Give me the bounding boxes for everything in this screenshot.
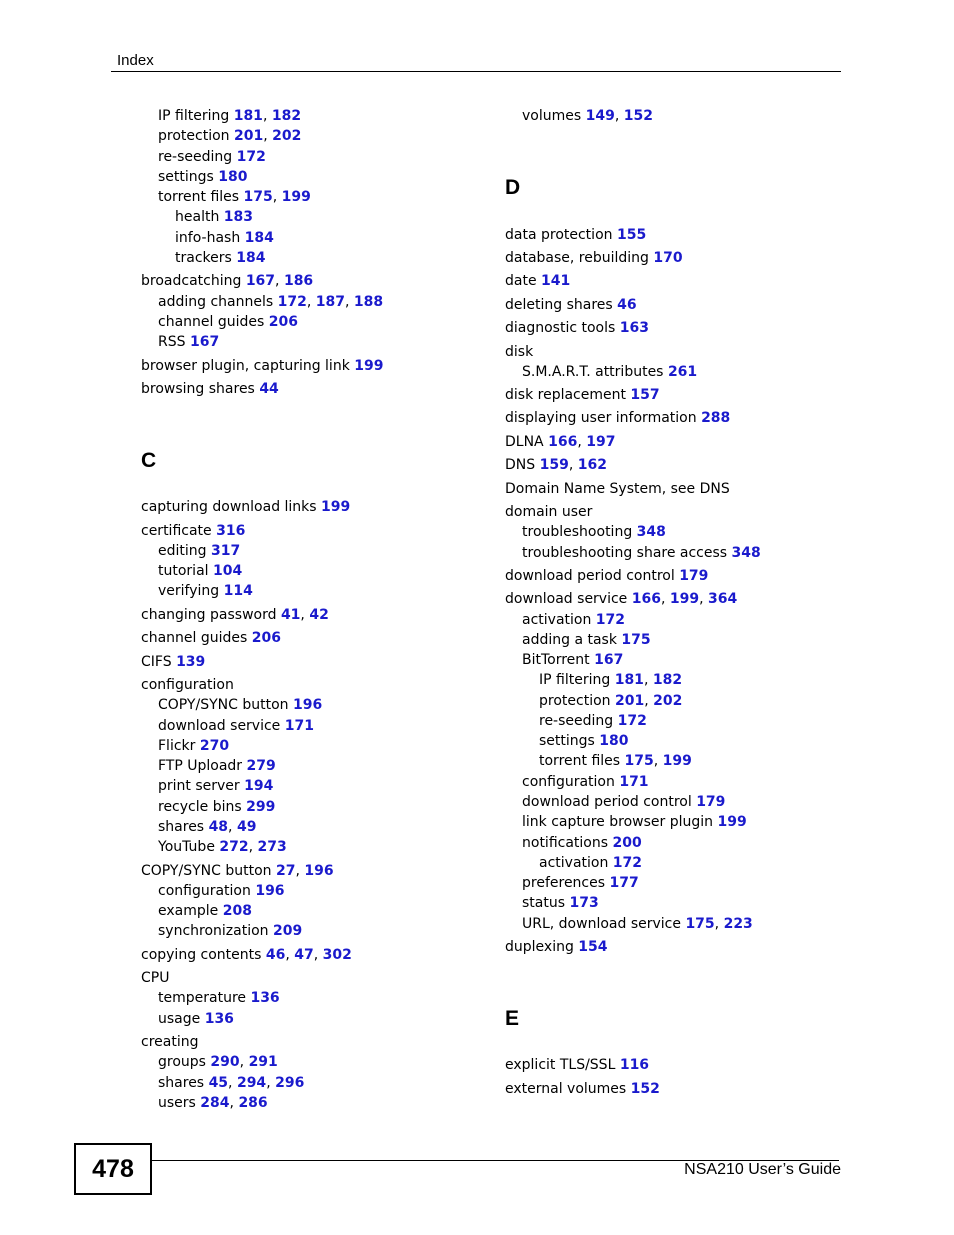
header-rule — [111, 71, 841, 72]
page-ref-link[interactable]: 201 — [233, 128, 264, 144]
page-ref-link[interactable]: 172 — [236, 149, 266, 165]
index-entry: YouTube 272, 273 — [158, 839, 287, 855]
index-entry — [505, 409, 730, 427]
index-entry: torrent files 175, 199 — [539, 753, 692, 769]
index-entry — [522, 363, 697, 381]
page-ref-link[interactable]: 152 — [630, 1081, 660, 1097]
page-ref-link[interactable]: 348 — [636, 524, 666, 540]
index-term: YouTube — [158, 839, 215, 855]
page-ref-link[interactable]: 116 — [619, 1057, 650, 1073]
index-term: disk — [505, 344, 534, 360]
index-entry — [522, 894, 599, 912]
page-ref-link[interactable]: 149 — [585, 108, 615, 124]
index-term: external volumes — [505, 1081, 627, 1097]
page-ref-link[interactable]: 199 — [281, 189, 311, 205]
guide-title: NSA210 User’s Guide — [684, 1161, 841, 1178]
page-ref-link[interactable]: 261 — [667, 364, 698, 380]
index-term: adding channels — [158, 294, 274, 310]
page-ref-link[interactable]: 179 — [679, 568, 709, 584]
page-ref-link[interactable]: 294 — [236, 1075, 267, 1091]
index-term: synchronization — [158, 923, 269, 939]
index-entry: COPY/SYNC button 27, 196 — [141, 863, 334, 879]
index-term: RSS — [158, 334, 186, 350]
index-term: Flickr — [158, 738, 196, 754]
page-ref-link[interactable]: 196 — [255, 883, 285, 899]
index-term: FTP Uploadr — [158, 758, 243, 774]
page-ref-link[interactable]: 183 — [223, 209, 254, 225]
index-entry — [505, 567, 708, 585]
index-term: troubleshooting — [522, 524, 633, 540]
index-term: preferences — [522, 875, 606, 891]
index-term: CIFS — [141, 654, 172, 670]
page-ref-link[interactable]: 316 — [216, 523, 246, 539]
page-ref-link[interactable]: 302 — [322, 947, 352, 963]
page-ref-link[interactable]: 180 — [218, 169, 248, 185]
page-ref-link[interactable]: 272 — [219, 839, 249, 855]
index-term: download service — [505, 591, 628, 607]
index-entry — [522, 793, 725, 811]
page-ref-link[interactable]: 152 — [623, 108, 653, 124]
index-entry: DLNA 166, 197 — [505, 434, 616, 450]
index-entry — [505, 226, 646, 244]
index-term: re-seeding — [158, 149, 233, 165]
index-entry: protection 201, 202 — [539, 693, 683, 709]
index-entry: adding channels 172, 187, 188 — [158, 294, 384, 310]
index-term: settings — [539, 733, 595, 749]
page-ref-link[interactable]: 182 — [652, 672, 683, 688]
index-entry — [141, 498, 350, 516]
index-entry — [158, 313, 298, 331]
index-term: users — [158, 1095, 196, 1111]
page-ref-link[interactable]: 155 — [616, 227, 647, 243]
index-term: DNS — [505, 457, 536, 473]
index-entry: URL, download service 175, 223 — [522, 916, 753, 932]
page-ref-link[interactable]: 45 — [208, 1075, 229, 1091]
index-term: example — [158, 903, 219, 919]
index-term: CPU — [141, 970, 170, 986]
index-term: configuration — [158, 883, 251, 899]
index-term: volumes — [522, 108, 582, 124]
page-ref-link[interactable]: 172 — [595, 612, 626, 628]
index-entry — [158, 582, 253, 600]
index-term: data protection — [505, 227, 613, 243]
index-entry — [505, 503, 592, 521]
page-ref-link[interactable]: 179 — [696, 794, 726, 810]
page-ref-link[interactable]: 180 — [599, 733, 629, 749]
index-term: explicit TLS/SSL — [505, 1057, 616, 1073]
page-ref-link[interactable]: 184 — [244, 230, 274, 246]
page-ref-link[interactable]: 159 — [539, 457, 569, 473]
index-term: Domain Name System, see DNS — [505, 481, 730, 497]
index-entry — [158, 148, 266, 166]
page-ref-link[interactable]: 167 — [245, 273, 276, 289]
page-ref-link[interactable]: 175 — [243, 189, 273, 205]
index-entry — [158, 542, 240, 560]
index-term: editing — [158, 543, 207, 559]
page-ref-link[interactable]: 173 — [569, 895, 599, 911]
index-term: deleting shares — [505, 297, 613, 313]
index-term: troubleshooting share access — [522, 545, 728, 561]
page-ref-link[interactable]: 206 — [268, 314, 298, 330]
index-entry — [505, 296, 637, 314]
page-ref-link[interactable]: 196 — [304, 863, 334, 879]
page-ref-link[interactable]: 199 — [669, 591, 700, 607]
index-term: BitTorrent — [522, 652, 590, 668]
index-term: info-hash — [175, 230, 241, 246]
page-ref-link[interactable]: 291 — [248, 1054, 278, 1070]
index-entry: groups 290, 291 — [158, 1054, 278, 1070]
page-ref-link[interactable]: 223 — [723, 916, 753, 932]
page-ref-link[interactable]: 114 — [223, 583, 253, 599]
page-ref-link[interactable]: 166 — [548, 434, 578, 450]
index-entry — [505, 1056, 649, 1074]
page-ref-link[interactable]: 166 — [631, 591, 661, 607]
index-term: diagnostic tools — [505, 320, 616, 336]
page-ref-link[interactable]: 209 — [273, 923, 303, 939]
index-term: temperature — [158, 990, 246, 1006]
page-ref-link[interactable]: 273 — [257, 839, 287, 855]
page-number: 478 — [74, 1143, 152, 1195]
page-ref-link[interactable]: 184 — [236, 250, 266, 266]
index-entry — [505, 249, 683, 267]
page-ref-link[interactable]: 172 — [617, 713, 647, 729]
index-entry — [175, 229, 274, 247]
index-entry — [141, 653, 205, 671]
section-letter: E — [505, 1007, 520, 1030]
index-term: disk replacement — [505, 387, 626, 403]
index-term: notifications — [522, 835, 609, 851]
index-term: torrent files — [158, 189, 240, 205]
index-term: protection — [158, 128, 230, 144]
index-term: recycle bins — [158, 799, 242, 815]
index-term: creating — [141, 1034, 199, 1050]
index-entry — [522, 523, 666, 541]
index-term: activation — [522, 612, 592, 628]
index-term: URL, download service — [522, 916, 681, 932]
index-entry: copying contents 46, 47, 302 — [141, 947, 352, 963]
page-ref-link[interactable]: 175 — [685, 916, 715, 932]
index-entry: shares 45, 294, 296 — [158, 1075, 305, 1091]
page-ref-link[interactable]: 167 — [594, 652, 624, 668]
index-term: S.M.A.R.T. attributes — [522, 364, 664, 380]
page-ref-link[interactable]: 364 — [708, 591, 738, 607]
page-ref-link[interactable]: 104 — [212, 563, 243, 579]
page-ref-link[interactable]: 139 — [176, 654, 206, 670]
page-ref-link[interactable]: 42 — [309, 607, 329, 623]
index-entry — [141, 676, 234, 694]
page-ref-link[interactable]: 44 — [259, 381, 279, 397]
index-term: print server — [158, 778, 240, 794]
page-ref-link[interactable]: 181 — [233, 108, 263, 124]
page-ref-link[interactable]: 46 — [617, 297, 637, 313]
page-ref-link[interactable]: 162 — [577, 457, 607, 473]
index-entry: IP filtering 181, 182 — [539, 672, 683, 688]
index-term: verifying — [158, 583, 220, 599]
page-ref-link[interactable]: 175 — [621, 632, 651, 648]
page-ref-link[interactable]: 163 — [619, 320, 649, 336]
index-term: displaying user information — [505, 410, 697, 426]
page-ref-link[interactable]: 154 — [578, 939, 608, 955]
page-ref-link[interactable]: 279 — [246, 758, 276, 774]
page-ref-link[interactable]: 48 — [208, 819, 229, 835]
page-ref-link[interactable]: 290 — [210, 1054, 240, 1070]
index-entry — [158, 922, 302, 940]
index-term: usage — [158, 1011, 201, 1027]
page-ref-link[interactable]: 187 — [315, 294, 345, 310]
index-term: trackers — [175, 250, 232, 266]
index-term: download period control — [522, 794, 692, 810]
page-ref-link[interactable]: 136 — [250, 990, 280, 1006]
page-ref-link[interactable]: 200 — [612, 835, 642, 851]
index-entry — [141, 380, 279, 398]
page-ref-link[interactable]: 202 — [653, 693, 683, 709]
index-entry — [141, 969, 169, 987]
page-ref-link[interactable]: 175 — [624, 753, 654, 769]
index-entry — [158, 696, 322, 714]
page-ref-link[interactable]: 182 — [271, 108, 302, 124]
index-entry — [505, 272, 570, 290]
page-ref-link[interactable]: 49 — [236, 819, 257, 835]
index-term: configuration — [141, 677, 234, 693]
page-ref-link[interactable]: 27 — [275, 863, 296, 879]
page-ref-link[interactable]: 46 — [265, 947, 286, 963]
index-entry — [522, 611, 625, 629]
index-entry: broadcatching 167, 186 — [141, 273, 314, 289]
index-entry: users 284, 286 — [158, 1095, 268, 1111]
page-ref-link[interactable]: 199 — [662, 753, 692, 769]
page-ref-link[interactable]: 41 — [280, 607, 301, 623]
index-entry — [158, 1010, 234, 1028]
index-entry: changing password 41, 42 — [141, 607, 329, 623]
index-entry — [141, 1033, 198, 1051]
index-term: torrent files — [539, 753, 621, 769]
page-ref-link[interactable]: 348 — [731, 545, 761, 561]
page-ref-link[interactable]: 181 — [614, 672, 644, 688]
index-term: COPY/SYNC button — [141, 863, 272, 879]
page-ref-link[interactable]: 299 — [246, 799, 276, 815]
index-term: browsing shares — [141, 381, 255, 397]
index-entry — [505, 319, 649, 337]
page-ref-link[interactable]: 167 — [189, 334, 220, 350]
page-ref-link[interactable]: 141 — [541, 273, 571, 289]
section-letter: C — [141, 449, 157, 472]
index-entry: IP filtering 181, 182 — [158, 108, 302, 124]
index-term: domain user — [505, 504, 593, 520]
index-term: shares — [158, 819, 205, 835]
index-term: re-seeding — [539, 713, 614, 729]
index-entry — [158, 737, 229, 755]
index-term: download period control — [505, 568, 675, 584]
index-entry — [505, 480, 730, 498]
index-entry — [141, 629, 281, 647]
index-term: groups — [158, 1054, 206, 1070]
page-ref-link[interactable]: 172 — [277, 294, 307, 310]
index-term: capturing download links — [141, 499, 317, 515]
page-ref-link[interactable]: 194 — [244, 778, 274, 794]
page-ref-link[interactable]: 296 — [275, 1075, 305, 1091]
index-entry — [539, 712, 647, 730]
page-ref-link[interactable]: 196 — [292, 697, 323, 713]
page-ref-link[interactable]: 177 — [609, 875, 639, 891]
index-entry — [158, 562, 242, 580]
index-entry — [158, 902, 252, 920]
index-entry — [158, 777, 273, 795]
index-entry — [522, 773, 649, 791]
index-term: download service — [158, 718, 281, 734]
page-ref-link[interactable]: 199 — [321, 499, 351, 515]
index-term: channel guides — [158, 314, 265, 330]
index-term: link capture browser plugin — [522, 814, 714, 830]
index-term: browser plugin, capturing link — [141, 358, 350, 374]
index-entry — [522, 834, 642, 852]
index-entry — [175, 249, 265, 267]
page-ref-link[interactable]: 199 — [354, 358, 384, 374]
page-ref-link[interactable]: 208 — [222, 903, 252, 919]
page-ref-link[interactable]: 317 — [210, 543, 241, 559]
index-entry — [158, 717, 314, 735]
index-term: IP filtering — [158, 108, 230, 124]
index-entry: protection 201, 202 — [158, 128, 302, 144]
index-entry — [505, 938, 608, 956]
index-entry — [158, 168, 248, 186]
page-ref-link[interactable]: 202 — [272, 128, 302, 144]
index-entry — [158, 882, 285, 900]
page-ref-link[interactable]: 157 — [630, 387, 660, 403]
index-term: database, rebuilding — [505, 250, 649, 266]
index-entry — [141, 357, 384, 375]
index-entry: download service 166, 199, 364 — [505, 591, 738, 607]
index-term: shares — [158, 1075, 205, 1091]
index-term: adding a task — [522, 632, 617, 648]
page-ref-link[interactable]: 284 — [200, 1095, 230, 1111]
index-term: IP filtering — [539, 672, 611, 688]
page-ref-link[interactable]: 171 — [284, 718, 314, 734]
index-entry: volumes 149, 152 — [522, 108, 653, 124]
page-ref-link[interactable]: 197 — [586, 434, 616, 450]
index-term: changing password — [141, 607, 277, 623]
index-entry — [505, 343, 533, 361]
page-ref-link[interactable]: 172 — [612, 855, 643, 871]
index-entry — [158, 798, 275, 816]
index-entry — [158, 757, 276, 775]
index-entry: DNS 159, 162 — [505, 457, 607, 473]
index-entry — [522, 631, 651, 649]
index-term: activation — [539, 855, 609, 871]
index-entry — [522, 874, 639, 892]
index-term: channel guides — [141, 630, 248, 646]
index-entry — [522, 813, 747, 831]
index-entry — [522, 651, 623, 669]
page-ref-link[interactable]: 136 — [204, 1011, 234, 1027]
page-ref-link[interactable]: 170 — [653, 250, 683, 266]
running-header: Index — [117, 52, 154, 69]
index-entry — [522, 544, 761, 562]
index-entry — [505, 386, 660, 404]
index-entry — [158, 333, 219, 351]
index-term: health — [175, 209, 220, 225]
index-term: duplexing — [505, 939, 574, 955]
page-ref-link[interactable]: 186 — [283, 273, 314, 289]
index-entry — [539, 732, 629, 750]
index-term: COPY/SYNC button — [158, 697, 289, 713]
index-entry — [505, 1080, 660, 1098]
page-ref-link[interactable]: 188 — [353, 294, 384, 310]
index-entry — [539, 854, 642, 872]
index-term: status — [522, 895, 566, 911]
index-term: date — [505, 273, 537, 289]
index-entry — [175, 208, 253, 226]
index-term: copying contents — [141, 947, 262, 963]
index-entry: shares 48, 49 — [158, 819, 257, 835]
section-letter: D — [505, 176, 521, 199]
index-term: protection — [539, 693, 611, 709]
page-ref-link[interactable]: 201 — [614, 693, 645, 709]
index-term: settings — [158, 169, 214, 185]
index-term: DLNA — [505, 434, 544, 450]
page-ref-link[interactable]: 199 — [717, 814, 747, 830]
page-ref-link[interactable]: 270 — [199, 738, 230, 754]
index-term: certificate — [141, 523, 212, 539]
index-entry: torrent files 175, 199 — [158, 189, 311, 205]
index-entry — [141, 522, 245, 540]
index-entry — [158, 989, 280, 1007]
page-ref-link[interactable]: 47 — [294, 947, 314, 963]
page-ref-link[interactable]: 171 — [619, 774, 649, 790]
index-term: configuration — [522, 774, 615, 790]
index-term: tutorial — [158, 563, 209, 579]
index-term: broadcatching — [141, 273, 242, 289]
page-ref-link[interactable]: 286 — [238, 1095, 268, 1111]
page-ref-link[interactable]: 288 — [701, 410, 731, 426]
page-ref-link[interactable]: 206 — [251, 630, 281, 646]
